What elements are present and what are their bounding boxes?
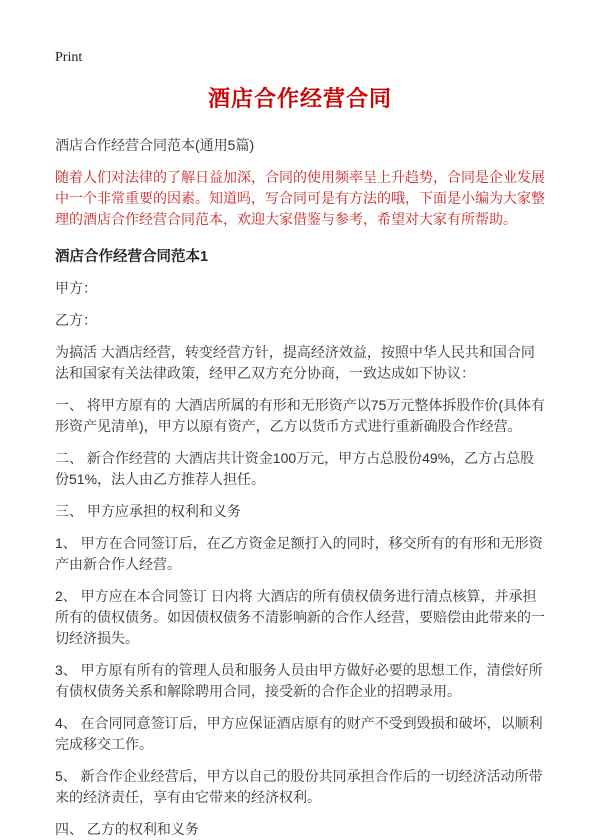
document-title: 酒店合作经营合同: [207, 86, 392, 111]
paragraph-clause-3-item-5: 5、 新合作企业经营后，甲方以自己的股份共同承担合作后的一切经济活动所带来的经济责任，享有由它带来的经济权利。: [55, 768, 543, 805]
paragraph-party-a: 甲方：: [55, 280, 97, 296]
paragraph-clause-4-heading: 四、 乙方的权利和义务: [55, 821, 199, 837]
print-link[interactable]: Print: [55, 50, 83, 65]
paragraph-clause-2: 二、 新合作经营的 大酒店共计资金100万元，甲方占总股份49%，乙方占总股份51%，法人由乙方推荐人担任。: [55, 450, 535, 487]
paragraph-clause-3-item-2: 2、 甲方应在本合同签订 日内将 大酒店的所有债权债务进行清点核算，并承担所有的债权债务。如因债权债务不清影响新的合作人经营，要赔偿由此带来的一切经济损失。: [55, 588, 545, 646]
paragraph-clause-1: 一、 将甲方原有的 大酒店所属的有形和无形资产以75万元整体拆股作价(具体有形资产见清单)，甲方以原有资产，乙方以货币方式进行重新确股合作经营。: [55, 397, 546, 434]
paragraph-clause-3-item-4: 4、 在合同同意签订后，甲方应保证酒店原有的财产不受到毁损和破坏，以顺利完成移交工作。: [55, 715, 543, 752]
intro-paragraph: 随着人们对法律的了解日益加深，合同的使用频率呈上升趋势，合同是企业发展中一个非常重要的因素。知道吗，写合同可是有方法的哦，下面是小编为大家整理的酒店合作经营合同范本，欢迎大家借鉴与参考，希望对大家有所帮助。: [55, 169, 545, 227]
paragraph-party-b: 乙方：: [55, 312, 97, 328]
document-subtitle: 酒店合作经营合同范本(通用5篇): [55, 137, 255, 153]
sample-heading: 酒店合作经营合同范本1: [55, 249, 209, 265]
paragraph-preamble: 为搞活 大酒店经营，转变经营方针，提高经济效益，按照中华人民共和国合同法和国家有关法律政策，经甲乙双方充分协商，一致达成如下协议：: [55, 344, 535, 381]
paragraph-clause-3-item-1: 1、 甲方在合同签订后，在乙方资金足额打入的同时，移交所有的有形和无形资产由新合作人经营。: [55, 535, 543, 572]
paragraph-clause-3-heading: 三、 甲方应承担的权利和义务: [55, 503, 241, 519]
paragraph-clause-3-item-3: 3、 甲方原有所有的管理人员和服务人员由甲方做好必要的思想工作，清偿好所有债权债务关系和解除聘用合同，接受新的合作企业的招聘录用。: [55, 662, 543, 699]
